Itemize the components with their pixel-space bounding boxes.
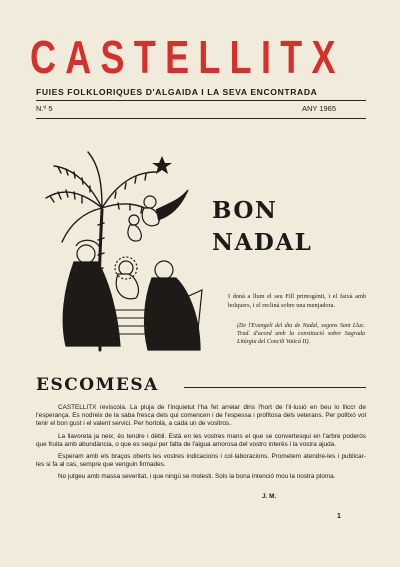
gospel-quote-source: (De l'Evangeli del dia de Nadal, segons Sant Lluc. Trad. d'acord amb la constitució sobre Sagrada Litúrgia del Concili Vaticà II). [237,323,365,346]
masthead-title: CASTELLITX [30,31,345,83]
masthead-subtitle: FUIES FOLKLORIQUES D'ALGAIDA I LA SEVA ENCONTRADA [36,87,318,97]
article-paragraph: La llavoreta ja neix; és tendre i dèbil. Està en les vostres mans el que se convertesqui en l'arbre poderós que fruita amb abundància, o que es sequi per falta de l'aigua amorosa del vostro interès i la vostra ajuda. [36,432,366,448]
article-signature: J. M. [262,493,277,500]
headline-line-1: BON [212,197,278,224]
article-paragraph: CASTELLITX reviscola. La pluja de l'inquietut l'ha fet arrelar dins l'hort de l'il·lusió en beu lo lliccr de l'esperança. Es nodreix de la saba fresca dels qui comencen i de l'espessa i profitosa dels veterans. Per polltxó vol tenir el bon gust i el valent servici. Per hortolà, a cada un de vosltros. [36,404,366,428]
christmas-headline [212,195,372,259]
header-rule-top [36,100,366,101]
nativity-illustration [40,150,210,360]
gospel-quote: I donà a llum el seu Fill primogènit, i el faixà amb bolquers, i el reclinà sobre una menjadora. [228,293,366,309]
article-paragraph: No jutgeu amb massa severitat, i que ningú se molesti. Sols la bona intenció mou la nostra ploma. [58,473,336,481]
article-body [36,404,366,486]
issue-number: N.º 5 [36,104,53,113]
section-title: ESCOMESA [36,375,159,395]
headline-line-2: NADAL [212,229,313,256]
page-number: 1 [337,513,341,520]
section-title-rule [184,387,366,388]
issue-year: ANY 1965 [301,104,336,113]
header-rule-bottom [36,118,366,119]
article-paragraph: Esperam amb els braços oberts les vostres indicacions i col·laboracions. Prometem atendre-les i publicar-les si fa al cas, sempre que venguin firmades. [36,453,366,469]
